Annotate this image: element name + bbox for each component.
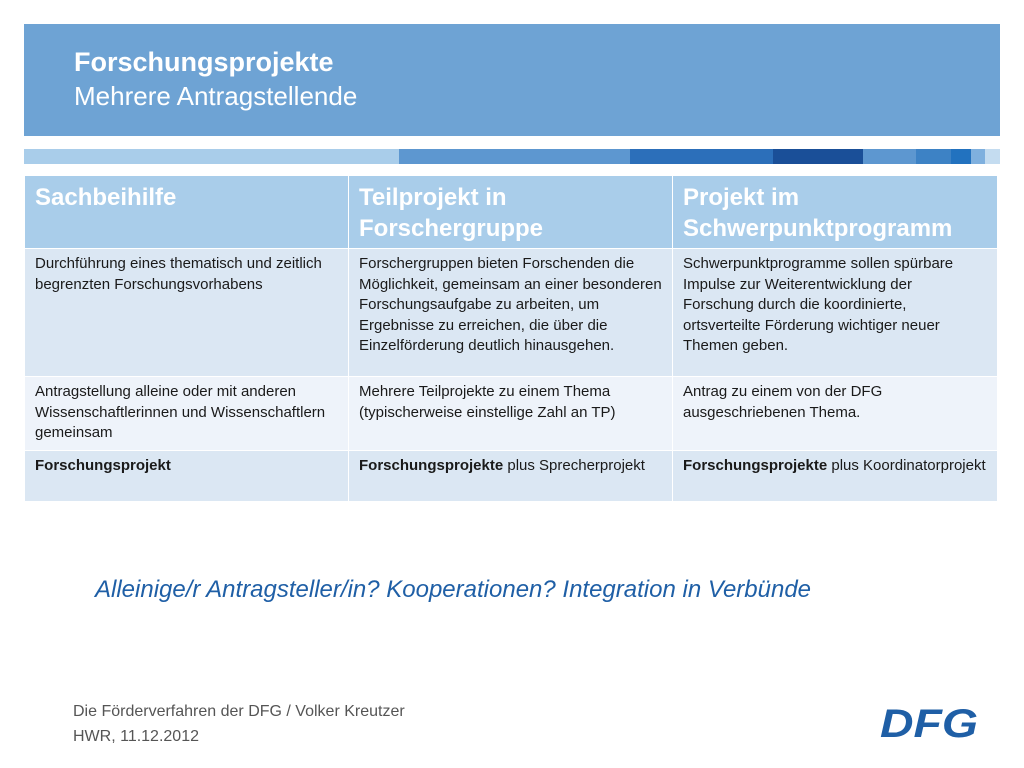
decorative-stripe <box>24 149 1000 164</box>
table-row <box>25 377 998 451</box>
footer-presentation-info: Die Förderverfahren der DFG / Volker Kreutzer <box>73 703 405 720</box>
cell-bold-text: Forschungsprojekt <box>35 456 171 474</box>
stripe-segment <box>630 149 773 164</box>
table-cell: Durchführung eines thematisch und zeitlich begrenzten Forschungsvorhabens <box>25 249 349 377</box>
stripe-segment <box>916 149 951 164</box>
stripe-segment <box>773 149 863 164</box>
table-cell: Antrag zu einem von der DFG ausgeschriebenen Thema. <box>673 377 998 451</box>
table-cell: Forschergruppen bieten Forschenden die Möglichkeit, gemeinsam an einer besonderen Forschungsaufgabe zu arbeiten, um Ergebnisse zu erreichen, die über die Einzelförderung deutlich hinausgehen. <box>349 249 673 377</box>
stripe-segment <box>24 149 399 164</box>
stripe-segment <box>951 149 971 164</box>
comparison-table <box>24 175 998 502</box>
footer-date-location: HWR, 11.12.2012 <box>73 728 199 745</box>
table-cell: Mehrere Teilprojekte zu einem Thema (typischerweise einstellige Zahl an TP) <box>349 377 673 451</box>
cell-bold-text: Forschungsprojekte <box>359 456 504 474</box>
dfg-logo <box>880 702 980 744</box>
stripe-segment <box>971 149 985 164</box>
tagline-question: Alleinige/r Antragsteller/in? Kooperationen? Integration in Verbünde <box>95 576 812 603</box>
table-cell: Antragstellung alleine oder mit anderen Wissenschaftlerinnen und Wissenschaftlern gemeinsam <box>25 377 349 451</box>
column-header-schwerpunktprogramm: Projekt im Schwerpunktprogramm <box>673 176 998 249</box>
table-cell: Schwerpunktprogramme sollen spürbare Impulse zur Weiterentwicklung der Forschung durch die koordinierte, ortsverteilte Förderung wichtiger neuer Themen geben. <box>673 249 998 377</box>
column-header-teilprojekt: Teilprojekt in Forschergruppe <box>349 176 673 249</box>
stripe-segment <box>985 149 1000 164</box>
title-banner <box>24 24 1000 136</box>
cell-text: plus Sprecherprojekt <box>503 456 645 474</box>
table-cell <box>349 450 673 501</box>
cell-text: plus Koordinatorprojekt <box>827 456 986 474</box>
table-row <box>25 450 998 501</box>
table-row <box>25 249 998 377</box>
slide-subtitle: Mehrere Antragstellende <box>74 81 358 111</box>
column-header-sachbeihilfe: Sachbeihilfe <box>25 176 349 249</box>
slide-title: Forschungsprojekte <box>74 47 334 77</box>
stripe-segment <box>863 149 916 164</box>
table-header-row <box>25 176 998 249</box>
stripe-segment <box>399 149 630 164</box>
dfg-logo-text: DFG <box>880 702 978 744</box>
table-cell <box>25 450 349 501</box>
cell-bold-text: Forschungsprojekte <box>683 456 828 474</box>
table-cell <box>673 450 998 501</box>
